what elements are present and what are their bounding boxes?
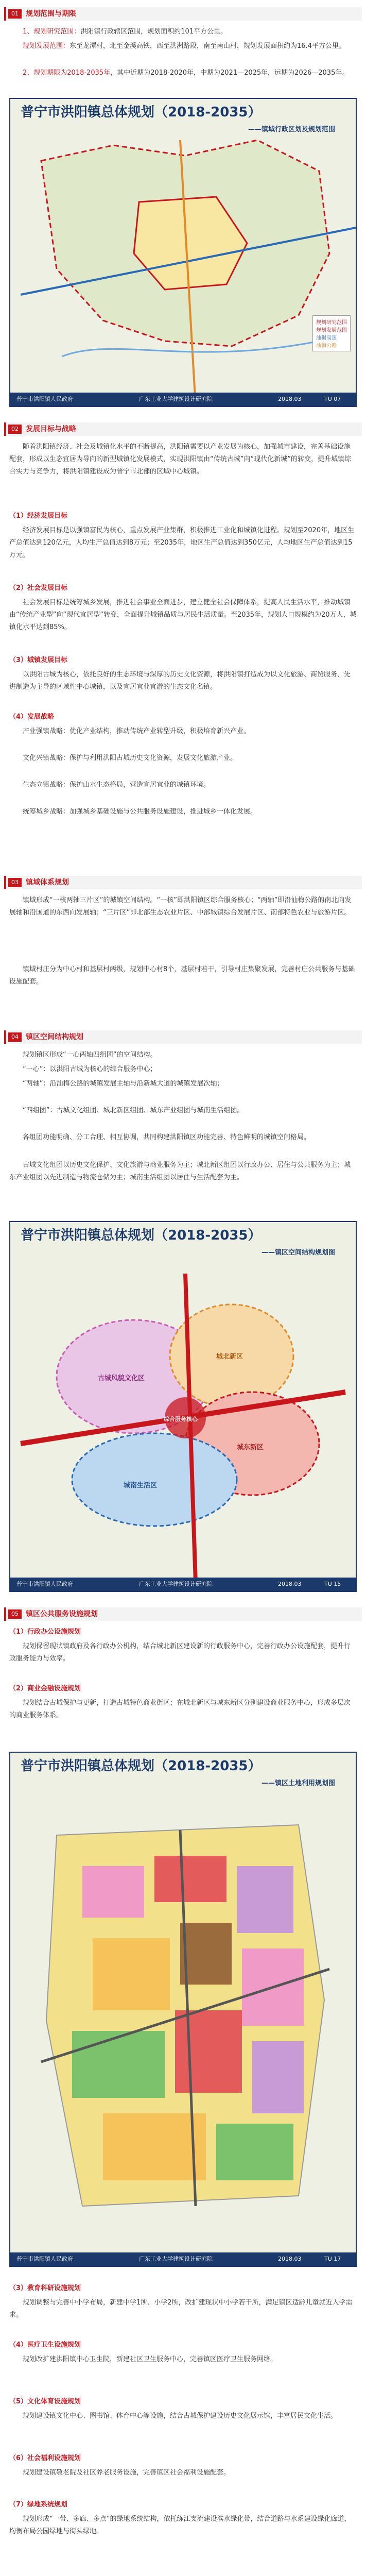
paragraph: 规划建设镇敬老院及社区养老服务设施，完善镇区社会福利设施配套。 — [23, 2469, 231, 2477]
map-figure — [9, 1752, 357, 2267]
landuse-block — [237, 1866, 293, 1933]
zone-label: 城东新区 — [237, 1444, 264, 1451]
legend-item: 汕揭高速 — [316, 335, 337, 341]
footer-designer: 广东工业大学建筑设计研究院 — [139, 2256, 213, 2262]
map-figure — [9, 98, 357, 407]
map-title: 普宁市洪阳镇总体规划（2018-2035） — [21, 1758, 262, 1774]
landuse-block — [72, 2031, 165, 2098]
map-subtitle: ——镇区土地利用规划图 — [261, 1780, 335, 1787]
subheading: （1）行政办公设施规划 — [9, 1628, 81, 1636]
section-number: 01 — [8, 9, 22, 19]
section-header — [4, 876, 362, 889]
list-item: “两轴”：沿汕梅公路的城镇发展主轴与沿新城大道的城镇发展次轴； — [23, 1080, 224, 1088]
paragraph: 古城文化组团以历史文化保护、文化旅游与商业服务为主；城北新区组团以行政办公、居住与公共服务为主；城东产业组团以先进制造与物流仓储为主；城南生活组团以居住与生活配套为主。 — [9, 1161, 351, 1181]
paragraph-text: 东至龙潭村，北至金溪高铁，西至洪洲路段，南至南山村，规划发展面积约为16.4平方公里。 — [69, 42, 345, 50]
section-number: 05 — [8, 1609, 22, 1619]
paragraph: 文化兴镇战略：保护与利用洪阳古城历史文化资源，发展文化旅游产业。 — [23, 754, 237, 762]
paragraph: 镇域村庄分为中心村和基层村两级，规划中心村8个，基层村若干，引导村庄集聚发展，完善村庄公共服务与基础设施配套。 — [9, 965, 355, 986]
landuse-block — [175, 2010, 242, 2093]
footer-date: 2018.03 — [278, 2256, 302, 2262]
subheading: （4）发展战略 — [9, 713, 55, 721]
section-title: 镇区公共服务设施规划 — [26, 1610, 98, 1618]
list-item: “四组团”：古城文化组团、城北新区组团、城东产业组团与城南生活组团。 — [23, 1107, 244, 1114]
section-title: 镇区空间结构规划 — [26, 1033, 83, 1041]
paragraph: 以洪阳古城为核心，依托良好的生态环境与深厚的历史文化资源，将洪阳镇打造成为以文化旅游、商贸服务、先进制造为主导的区域性中心城镇，以及宜居宜业宜游的生态文化名镇。 — [9, 671, 351, 691]
legend-item: 规划发展范围 — [316, 328, 347, 333]
map-graphic — [10, 99, 356, 406]
map-subtitle: ——镇区空间结构规划图 — [261, 1249, 335, 1257]
paragraph-text: 洪阳镇行政辖区范围，规划面积约101平方公里。 — [80, 28, 228, 36]
highlight-text: 1、规划研究范围： — [23, 28, 81, 36]
landuse-block — [180, 1923, 232, 1985]
paragraph: 规划形成“一带、多廊、多点”的绿地系统结构，依托练江支流建设滨水绿化带，结合道路与水系建设绿化廊道，均衡布局公园绿地与街头绿地。 — [9, 2515, 351, 2535]
paragraph: 产业强镇战略：优化产业结构，推动传统产业转型升级，积极培育新兴产业。 — [23, 727, 251, 735]
paragraph: 规划结合古城保护与更新，打造古城特色商业街区；在城北新区与城东新区分别建设商业服务中心，形成多层次的商业服务体系。 — [9, 1699, 351, 1719]
paragraph: 经济发展目标是以强镇富民为核心，重点发展产业集群，积极推进工业化和城镇化进程。规划至2020年，地区生产总值达到120亿元，人均生产总值达到8万元；至2035年，地区生产总值达到350亿元，人均地区生产总值达到15万元。 — [9, 527, 355, 559]
footer-date: 2018.03 — [278, 1581, 302, 1587]
landuse-block — [93, 1938, 170, 2010]
zone-label: 城北新区 — [216, 1353, 243, 1361]
subheading: （2）社会发展目标 — [9, 584, 68, 592]
map-title: 普宁市洪阳镇总体规划（2018-2035） — [21, 1228, 262, 1243]
landuse-block — [216, 2124, 293, 2180]
paragraph: 规划调整与完善中小学布局，新建中学1所、小学2所，改扩建现状中小学若干所，满足镇区适龄儿童就近入学需求。 — [9, 2299, 353, 2319]
paragraph: 随着洪阳镇经济、社会及城镇化水平的不断提高，洪阳镇需要以产业发展为核心，加强城市建设，完善基础设施配套，形成以生态宜居为导向的新型城镇化发展模式，实现洪阳镇由“传统古城”向“现代化新城”的转变，提升城镇综合实力与竞争力，将洪阳镇建设成为普宁市北部的区域中心城镇。 — [9, 443, 351, 476]
zone-label: 古城风貌文化区 — [98, 1375, 145, 1382]
footer-figure: TU 07 — [324, 396, 341, 402]
section-header — [4, 422, 362, 436]
subheading: （6）社会福利设施规划 — [9, 2454, 81, 2462]
paragraph: 规划建设镇文化中心、图书馆、体育中心等设施，结合古城保护建设历史文化展示馆，丰富居民文化生活。 — [23, 2412, 338, 2420]
paragraph: 生态立镇战略：保护山水生态格局，营造宜居宜业的城镇环境。 — [23, 781, 211, 789]
paragraph: 镇域形成“一核两轴三片区”的城镇空间结构。“一核”即洪阳镇区综合服务核心；“两轴”即沿汕梅公路的南北向发展轴和沿国道的东西向发展轴；“三片区”即北部生态农业片区、中部城镇综合发展片区、南部特色农业与旅游片区。 — [9, 896, 352, 917]
footer-figure: TU 17 — [324, 2256, 341, 2262]
core-label: 综合服务核心 — [164, 1416, 198, 1422]
highlight-text: 规划发展范围： — [23, 42, 70, 50]
paragraph — [9, 67, 357, 79]
footer-client: 普宁市洪阳镇人民政府 — [16, 2256, 73, 2262]
paragraph — [9, 40, 357, 53]
paragraph-text: 其中近期为2018-2020年，中期为2021—2025年，远期为2026—2035年。 — [117, 69, 349, 77]
map-footer — [10, 1578, 356, 1591]
paragraph: 各组团功能明确、分工合理、相互协调，共同构建洪阳镇区功能完善、特色鲜明的城镇空间格局。 — [23, 1133, 311, 1141]
section-header — [4, 7, 362, 21]
landuse-block — [82, 1866, 144, 1918]
footer-designer: 广东工业大学建筑设计研究院 — [139, 1581, 213, 1587]
section-header — [4, 1030, 362, 1044]
footer-figure: TU 15 — [324, 1581, 341, 1587]
footer-client: 普宁市洪阳镇人民政府 — [16, 396, 73, 402]
map-footer — [10, 393, 356, 406]
map-title: 普宁市洪阳镇总体规划（2018-2035） — [21, 105, 262, 120]
subheading: （1）经济发展目标 — [9, 512, 68, 520]
landuse-block — [154, 1856, 226, 1902]
paragraph: 社会发展目标是统筹城乡发展，推进社会事业全面进步，建立健全社会保障体系，提高人民生活水平，推动城镇由“传统产业型”向“现代宜居型”转变，全面提升城镇品质与居民生活质量。至2035年，规划人口规模约为20万人，城镇化水平达到85%。 — [9, 599, 357, 631]
paragraph: 规划改扩建洪阳镇中心卫生院，新建社区卫生服务中心，完善镇区医疗卫生服务网络。 — [23, 2355, 277, 2363]
landuse-block — [103, 2113, 206, 2180]
section-header — [4, 1607, 362, 1621]
legend-item: 规划研究范围 — [316, 320, 347, 326]
map-graphic — [10, 1222, 356, 1591]
section-number: 04 — [8, 1032, 22, 1042]
map-footer — [10, 2252, 356, 2266]
subheading: （7）绿地系统规划 — [9, 2501, 68, 2509]
section-number: 02 — [8, 425, 22, 434]
section-number: 03 — [8, 878, 22, 887]
zone-label: 城南生活区 — [124, 1482, 158, 1489]
footer-date: 2018.03 — [278, 396, 302, 402]
paragraph: 规划保留现状镇政府及各行政办公机构，结合城北新区建设新的行政服务中心，完善行政办公设施配套，提升行政服务能力与效率。 — [9, 1642, 351, 1663]
subheading: （3）教育科研设施规划 — [9, 2284, 81, 2292]
map-figure — [9, 1221, 357, 1592]
subheading: （5）文化体育设施规划 — [9, 2398, 81, 2405]
map-subtitle: ——镇域行政区划及规划范围 — [248, 126, 335, 133]
paragraph: 规划镇区形成“一心两轴四组团”的空间结构。 — [23, 1051, 157, 1059]
paragraph: 统筹城乡战略：加强城乡基础设施与公共服务设施建设，推进城乡一体化发展。 — [23, 808, 257, 816]
highlight-text: 2、规划期限为2018-2035年， — [23, 69, 117, 77]
footer-client: 普宁市洪阳镇人民政府 — [16, 1581, 73, 1587]
subheading: （2）商业金融设施规划 — [9, 1685, 81, 1692]
subheading: （4）医疗卫生设施规划 — [9, 2341, 81, 2349]
landuse-block — [252, 2041, 304, 2113]
legend-item: 汕梅公路 — [316, 343, 337, 349]
section-title: 镇域体系规划 — [26, 878, 69, 887]
map-legend — [312, 315, 351, 351]
footer-designer: 广东工业大学建筑设计研究院 — [139, 396, 213, 402]
section-title: 规划范围与期限 — [26, 10, 76, 18]
section-title: 发展目标与战略 — [26, 425, 76, 433]
paragraph — [9, 26, 357, 38]
list-item: “一心”：以洪阳古城为核心的综合服务中心； — [23, 1065, 157, 1073]
map-graphic — [10, 1753, 356, 2266]
subheading: （3）城镇发展目标 — [9, 656, 68, 664]
